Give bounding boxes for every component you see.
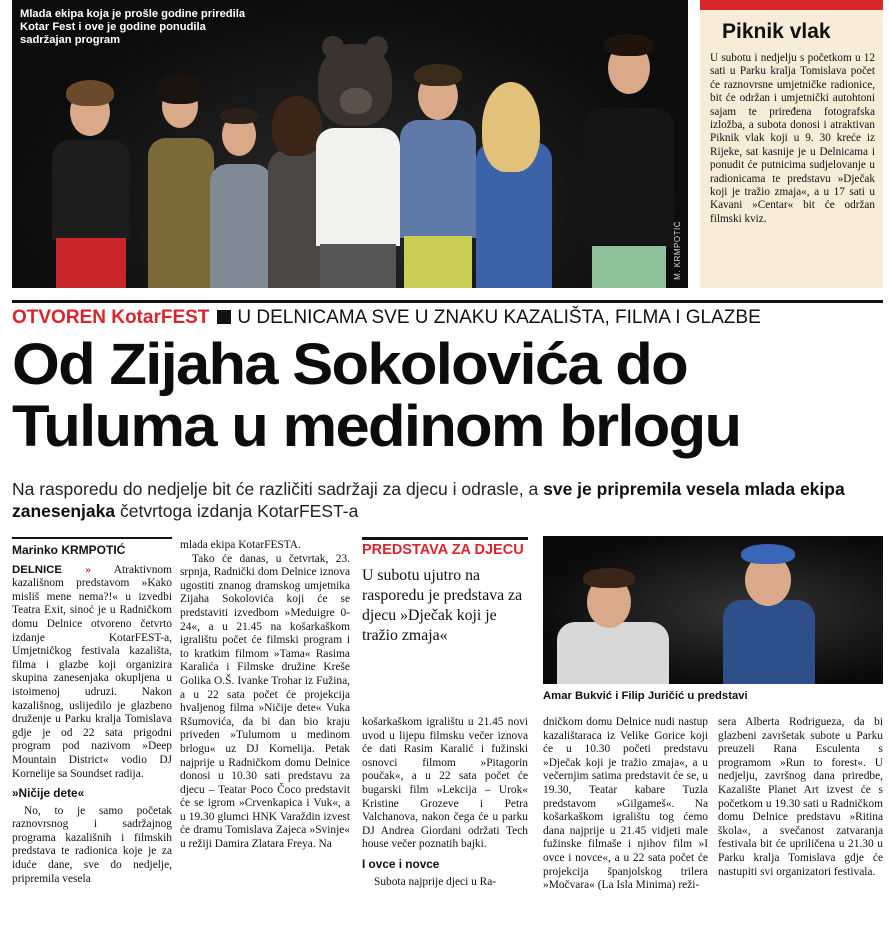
photo-person <box>462 62 562 288</box>
sidebar-body: U subotu i nedjelju s početkom u 12 sati u Parku kralja Tomislava počet će raznovrsne umjetničke radionice, bit će održan i umjetnički autohtoni sajam te priređena fotografska izložba, a subota donosi i atraktivan Piknik vlak koji u 9. 30 kreće iz Rijeke, sat kasnije je u Delnicama i ponudit će putnicima sudjelovanje u radionicama te predstavu »Dječak koji je tražio zmaja«, a u 17 sati u Kavani »Centar« bit će održan filmski kviz. <box>710 52 875 225</box>
kicker-text: U DELNICAMA SVE U ZNAKU KAZALIŠTA, FILMA I GLAZBE <box>237 307 761 328</box>
headline-line-2: Tuluma u medinom brlogu <box>12 394 741 459</box>
author-byline: Marinko KRMPOTIĆ <box>12 537 172 558</box>
paragraph: mlada ekipa KotarFESTA. <box>180 539 301 551</box>
dateline: DELNICE <box>12 563 62 576</box>
column-1 <box>12 537 172 886</box>
column-5 <box>718 716 883 879</box>
deck <box>12 478 883 522</box>
kicker-label: OTVOREN KotarFEST <box>12 307 210 328</box>
box-title: PREDSTAVA ZA DJECU <box>362 537 528 558</box>
column-2 <box>180 539 350 852</box>
stage-photo <box>543 536 883 684</box>
column-3 <box>362 716 528 889</box>
paragraph: Subota najprije djeci u Ra- <box>374 875 497 888</box>
info-box <box>362 537 528 646</box>
paragraph: Tako će danas, u četvrtak, 23. srpnja, Radnički dom Delnice iznova ugostiti znanog dramskog umjetnika Zijaha Sokolovića koji će se predstaviti izvedbom »Meduigre 0-24«, a u 21.45 na košarkaškom igralištu počet će filmski program i to kratkim filmom »Tama« Rasima Karalića i Filmske družine Kreše Golika O.Š. Ivanke Trohar iz Fužina, a u 22 sata počet će projekcija hvaljenog filma »Ničije dete« Vuka Ršumovića, da bi dan bio kraju priveden »Tulumom u medinom brlogu« uz DJ Kornelija. Petak najprije u Radničkom domu Delnice donosi u 10.30 sati predstavu za djecu – Teatar Poco Čoco predstavit će se igrom »Crvenkapica i Vuk«, a u 19.30 glumci HNK Varaždin izvest će dramu Tomislava Zajeca »Svinje« u režiji Damira Zlatara Freya. Na <box>180 552 350 851</box>
subhead: »Ničije dete« <box>12 786 85 801</box>
paragraph <box>12 564 172 782</box>
photo-credit: M. KRMPOTIĆ <box>673 221 682 280</box>
sidebar-box <box>700 0 883 288</box>
double-arrow-icon: » <box>85 563 92 576</box>
paragraph: No, to je samo početak raznovrsnog i sadržajnog programa kazališnih i filmskih predstava te radionica koje je za iduće dane, sve do nedjelje, pripremila vesela <box>12 804 172 885</box>
headline <box>12 334 889 458</box>
deck-plain: Na rasporedu do nedjelje bit će različiti sadržaji za djecu i odrasle, a <box>12 479 544 499</box>
kicker <box>12 300 883 334</box>
column-4 <box>543 716 708 893</box>
photo-person <box>48 68 134 288</box>
photo-person <box>208 68 274 288</box>
photo-person <box>578 16 678 288</box>
sidebar-title: Piknik vlak <box>722 20 831 43</box>
headline-line-1: Od Zijaha Sokolovića do <box>12 332 687 397</box>
box-text: U subotu ujutro na rasporedu je predstava za djecu »Dječak koji je tražio zmaja« <box>362 567 523 644</box>
deck-bold: sve je pripremila vesela mlada ekipa zanesenjaka <box>12 479 845 521</box>
photo-person <box>693 540 843 684</box>
subhead: I ovce i novce <box>362 856 440 871</box>
paragraph: dničkom domu Delnice nudi nastup kazalištaraca iz Velike Gorice koji će u 10.30 početi predstavu »Dječak koji je tražio zmaja«, a u večernjim satima predstavit će se, u 19.30, Teatar kabare Tuzla predstavom »Gilgameš«. Na košarkaškom igralištu tog ćemo dana najprije u 21.45 vidjeti male fužinske filmaše i njihov film »I ovce i novce«, a u 22 sata počet će projekcija španjolskog trilera »Močvara« (La Isla Minima) reži- <box>543 716 708 892</box>
photo2-caption: Amar Bukvić i Filip Juričić u predstavi <box>543 690 748 702</box>
top-photo <box>12 0 688 288</box>
photo-caption: Mlada ekipa koja je prošle godine priredila Kotar Fest i ove je godine ponudila sadržajan program <box>20 8 246 46</box>
paragraph: košarkaškom igralištu u 21.45 novi uvod u lijepu filmsku večer iznova će dati Rasim Karalić i fužinski osnovci filmom »Pitagorin poučak«, a u 22 sata počet će bugarski film »Lekcija – Urok« Kristine Grozeve i Petra Valchanova, nakon čega će u parku DJ Andrea Giordani održati Tech house večer poznatih bajki. <box>362 716 528 851</box>
paragraph: sera Alberta Rodrigueza, da bi glazbeni završetak subote u Parku preuzeli Rana Esculenta s programom »Run to forest«. U nedjelju, završnog dana priredbe, Kazalište Planet Art izvest će s početkom u 19.30 sati u Radničkom domu Delnice predstavu »Ritina škola«, a svečanost zatvaranja festivala bit će upriličena u 21.30 u Parku kralja Tomislava gdje će nastupiti svi organizatori festivala. <box>718 716 883 878</box>
photo-person <box>553 564 673 684</box>
bear-mask <box>318 44 392 126</box>
paragraph-text: Atraktivnom kazališnom predstavom »Kako misliš mene nema?!« u izvedbi Teatra Exit, sinoć je u Radničkom domu Delnice otvoreno četvrto izdanje KotarFEST-a, Umjetničkog festivala kazališta, filma i glazbe koji organizira skupina zanesenjaka okupljena u istoimenoj udruzi. Nakon kazališnog, uslijedilo je glazbeno druženje u Parku kralja Tomislava gdje je od 22 sata prigodni program pod nazivom »Deep Mountain District« vodio DJ Kornelije sa Soundset radija. <box>12 563 172 780</box>
square-bullet-icon <box>217 310 231 324</box>
deck-tail: četvrtoga izdanja KotarFEST-a <box>115 501 359 521</box>
